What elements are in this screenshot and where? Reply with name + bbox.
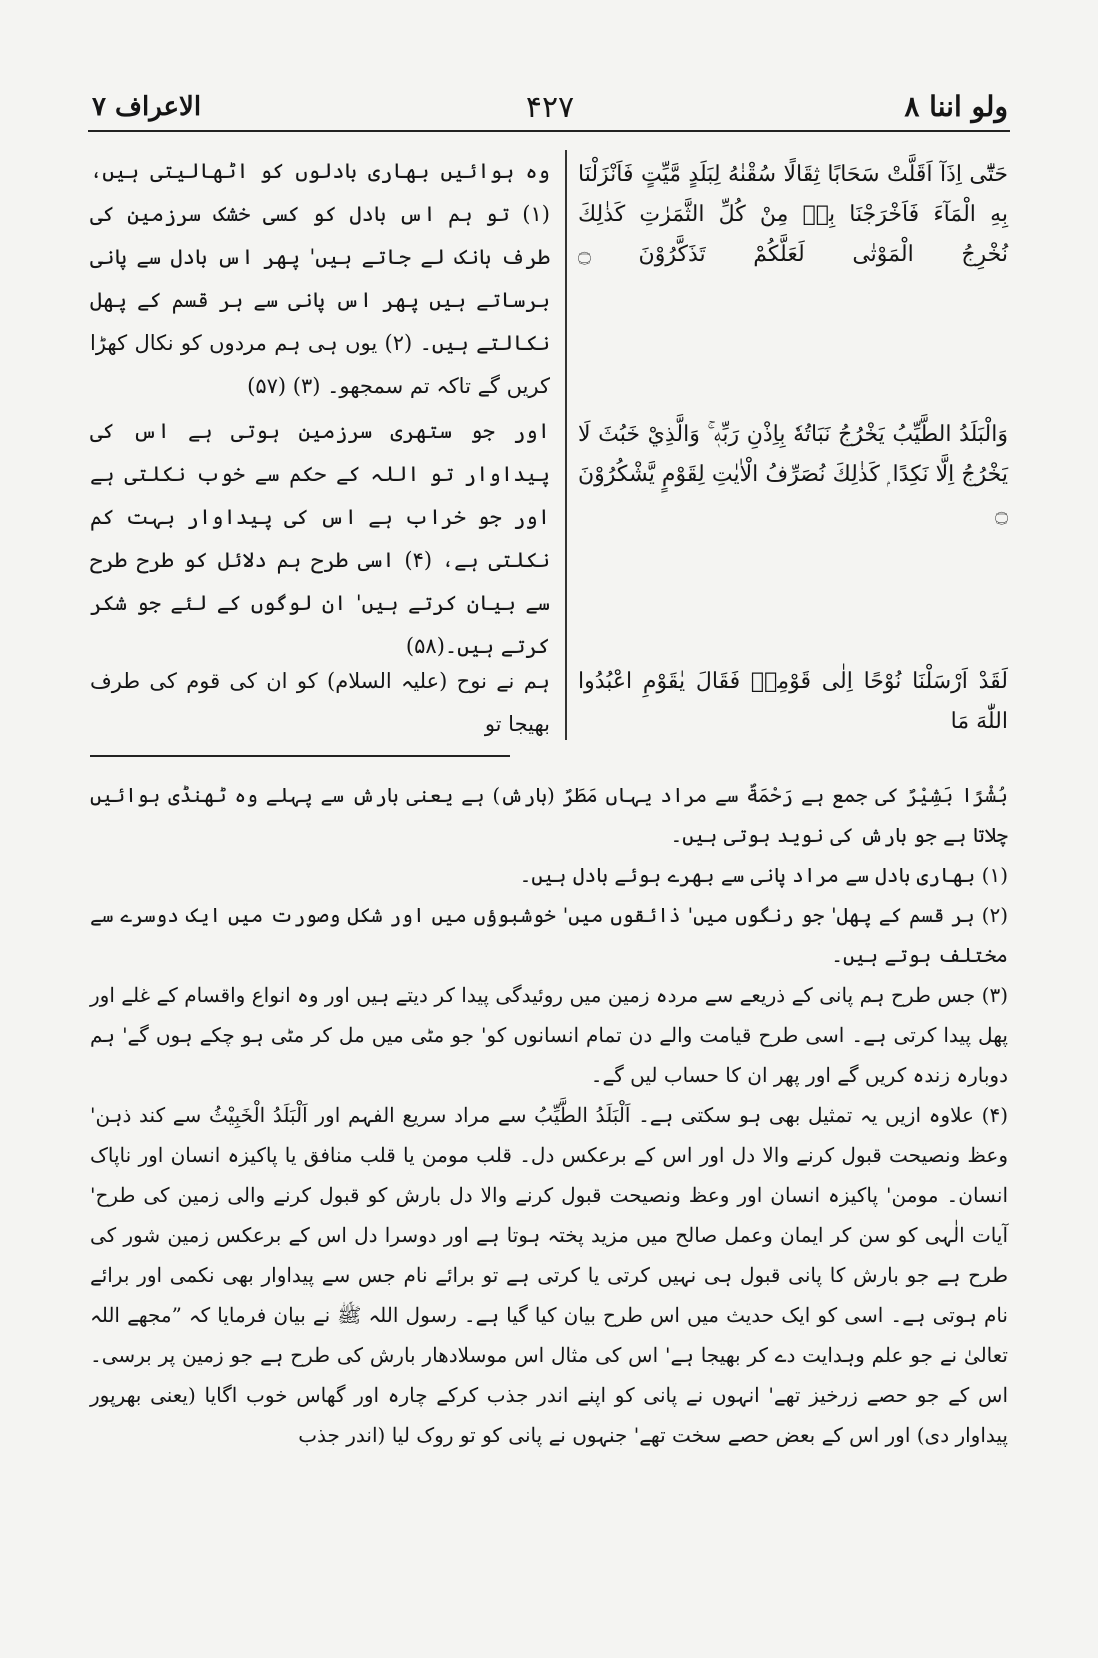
footnote-1: (۱) بھاری بادل سے مراد پانی سے بھرے ہوئے بادل ہیں۔: [519, 863, 1008, 887]
urdu-translation-text: اور جو ستھری سرزمین ہوتی ہے اس کی پیداوار تو اللہ کے حکم سے خوب نکلتی ہے اور جو خراب ہے اس کی پیداوار بہت کم نکلتی ہے، (۴) اسی طرح ہم دلائل کو طرح طرح سے بیان کرتے ہیں' ان لوگوں کے لئے جو شکر کرتے ہیں۔(۵۸): [90, 419, 551, 658]
header-divider: [88, 130, 1010, 132]
juz-name: ولو اننا ٨: [904, 90, 1008, 123]
footnote-intro: بُشْرًا بَشِيْرٌ کی جمع ہے رَحْمَةٌ سے مراد یہاں مَطَرٌ (بارش) ہے یعنی بارش سے پہلے وہ ٹھنڈی ہوائیں چلاتا ہے جو بارش کی نوید ہوتی ہیں۔: [90, 783, 1008, 847]
footnote-2: (۲) ہر قسم کے پھل' جو رنگوں میں' ذائقوں میں' خوشبوؤں میں اور شکل وصورت میں ایک دوسرے سے مختلف ہوتے ہیں۔: [90, 903, 1008, 967]
urdu-translation-57: [90, 150, 550, 408]
urdu-translation-text: ہم نے نوح (علیہ السلام) کو ان کی قوم کی طرف بھیجا تو: [90, 669, 550, 736]
column-divider: [565, 150, 567, 740]
footnotes: [90, 775, 1008, 1455]
arabic-verse-text: لَقَدْ اَرْسَلْنَا نُوْحًا اِلٰى قَوْمِهٖ فَقَالَ يٰقَوْمِ اعْبُدُوا اللّٰهَ مَا: [578, 669, 1008, 734]
surah-name: الاعراف ٧: [92, 92, 202, 122]
footnote-divider: [90, 755, 510, 757]
footnote-4: (۴) علاوہ ازیں یہ تمثیل بھی ہو سکتی ہے۔ اَلْبَلَدُ الطَّيِّبُ سے مراد سریع الفہم اور اَلْبَلَدُ الْخَبِيْثُ سے کند ذہن' وعظ ونصیحت قبول کرنے والا دل اور اس کے برعکس دل۔ قلب مومن یا قلب منافق یا پاکیزہ انسان اور ناپاک انسان۔ مومن' پاکیزہ انسان اور وعظ ونصیحت قبول کرنے والا دل بارش کو قبول کرنے والی زمین کی طرح' آیات الٰہی کو سن کر ایمان وعمل صالح میں مزید پختہ ہوتا ہے اور دوسرا دل اس کے برعکس زمین شور کی طرح ہے جو بارش کا پانی قبول ہی نہیں کرتی یا کرتی ہے تو برائے نام جس سے پیداوار بھی نکمی اور برائے نام ہوتی ہے۔ اسی کو ایک حدیث میں اس طرح بیان کیا گیا ہے۔ رسول اللہ ﷺ نے بیان فرمایا کہ ”مجھے اللہ تعالیٰ نے جو علم وہدایت دے کر بھیجا ہے' اس کی مثال اس موسلادھار بارش کی طرح ہے جو زمین پر برسی۔ اس کے جو حصے زرخیز تھے' انہوں نے پانی کو اپنے اندر جذب کرکے چارہ اور گھاس خوب اگایا (یعنی بھرپور پیداوار دی) اور اس کے بعض حصے سخت تھے' جنہوں نے پانی کو تو روک لیا (اندر جذب: [90, 1103, 1009, 1447]
footnote-3: (۳) جس طرح ہم پانی کے ذریعے سے مردہ زمین میں روئیدگی پیدا کر دیتے ہیں اور وہ انواع واقسام کے غلے اور پھل پیدا کرتی ہے۔ اسی طرح قیامت والے دن تمام انسانوں کو' جو مٹی میں مل کر مٹی ہو چکے ہوں گے' ہم دوبارہ زندہ کریں گے اور پھر ان کا حساب لیں گے۔: [90, 983, 1008, 1087]
arabic-verse-57: [578, 155, 1008, 275]
urdu-translation-59: [90, 660, 550, 746]
arabic-verse-58: [578, 415, 1008, 535]
arabic-verse-59: [578, 662, 1008, 742]
urdu-translation-text: وہ ہوائیں بھاری بادلوں کو اٹھالیتی ہیں، (۱) تو ہم اس بادل کو کسی خشک سرزمین کی طرف ہانک لے جاتے ہیں' پھر اس بادل سے پانی برساتے ہیں پھر اس پانی سے ہر قسم کے پھل نکالتے ہیں۔ (۲) یوں ہی ہم مردوں کو نکال کھڑا کریں گے تاکہ تم سمجھو۔ (۳) (۵۷): [90, 159, 551, 398]
page-number: ۴۲۷: [525, 90, 575, 125]
arabic-verse-text: حَتّٰٓى اِذَآ اَقَلَّتْ سَحَابًا ثِقَالًا سُقْنٰهُ لِبَلَدٍ مَّيِّتٍ فَاَنْزَلْنَا بِهِ الْمَآءَ فَاَخْرَجْنَا بِهٖ مِنْ كُلِّ الثَّمَرٰتِ كَذٰلِكَ نُخْرِجُ الْمَوْتٰى لَعَلَّكُمْ تَذَكَّرُوْنَ ۝: [578, 162, 1008, 267]
arabic-verse-text: وَالْبَلَدُ الطَّيِّبُ يَخْرُجُ نَبَاتُهٗ بِاِذْنِ رَبِّهٖ ۚ وَالَّذِيْ خَبُثَ لَا يَخْرُجُ اِلَّا نَكِدًا ۭ كَذٰلِكَ نُصَرِّفُ الْاٰيٰتِ لِقَوْمٍ يَّشْكُرُوْنَ ۝: [578, 422, 1008, 527]
urdu-translation-58: [90, 410, 550, 668]
